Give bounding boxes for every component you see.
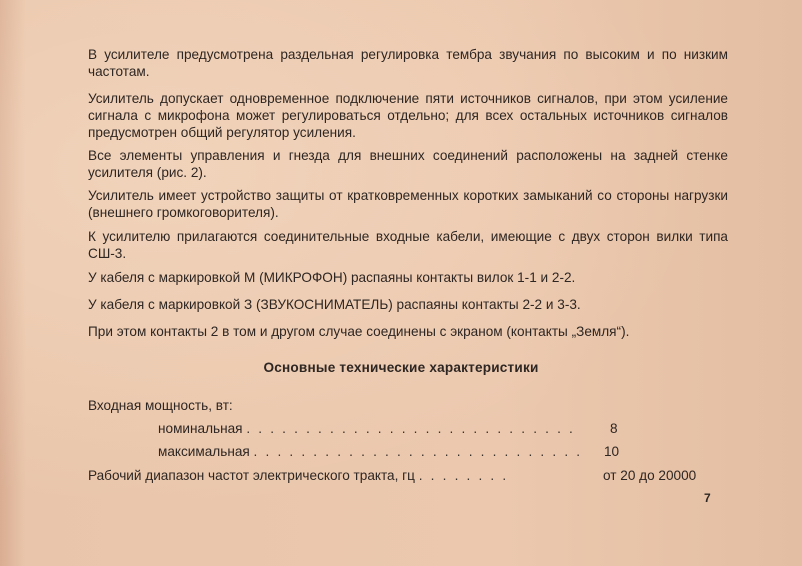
spec-freq-value: от 20 до 20000 xyxy=(603,468,697,483)
paragraph-tone-control: В усилителе предусмотрена раздельная регулировка тембра звучания по высоким и по низким частотам. xyxy=(88,47,728,79)
paragraph-inputs: Усилитель допускает одновременное подключение пяти источников сигналов, при этом усиление сигнала с микрофона может регулироваться отдельно; для всех остальных источников сигналов предусмотрен общий регулятор усиления. xyxy=(88,91,728,140)
leader-dots: . . . . . . . . . . . . . . . . . . . . . . . . . . . . xyxy=(246,421,576,436)
spec-max-label: максимальная xyxy=(158,444,250,459)
spec-power-label: Входная мощность, вт: xyxy=(88,398,233,413)
leader-dots: . . . . . . . . xyxy=(418,468,509,483)
leader-dots: . . . . . . . . . . . . . . . . . . . . . . . . . . . . xyxy=(253,444,583,459)
paragraph-protection: Усилитель имеет устройство защиты от кратковременных коротких замыканий со стороны нагрузки (внешнего громкоговорителя). xyxy=(88,188,728,220)
spec-nominal-value: 8 xyxy=(610,421,618,436)
spec-max-value: 10 xyxy=(604,444,620,459)
paragraph-cables: К усилителю прилагаются соединительные входные кабели, имеющие с двух сторон вилки типа СШ-3. xyxy=(88,229,728,261)
paragraph-cable-m: У кабеля с маркировкой М (МИКРОФОН) распаяны контакты вилок 1-1 и 2-2. xyxy=(88,270,576,285)
page-number: 7 xyxy=(704,491,711,505)
paragraph-cable-z: У кабеля с маркировкой З (ЗВУКОСНИМАТЕЛЬ) распаяны контакты 2-2 и 3-3. xyxy=(88,297,581,312)
paragraph-ground: При этом контакты 2 в том и другом случае соединены с экраном (контакты „Земля“). xyxy=(88,324,630,339)
section-heading: Основные технические характеристики xyxy=(263,360,539,375)
spec-row-max xyxy=(158,443,582,460)
spec-nominal-label: номинальная xyxy=(158,421,243,436)
paragraph-controls: Все элементы управления и гнезда для внешних соединений расположены на задней стенке усилителя (рис. 2). xyxy=(88,148,728,180)
spec-row-nominal xyxy=(158,420,575,437)
spec-freq-label: Рабочий диапазон частот электрического тракта, гц xyxy=(88,468,415,483)
spec-row-freq xyxy=(88,467,508,484)
